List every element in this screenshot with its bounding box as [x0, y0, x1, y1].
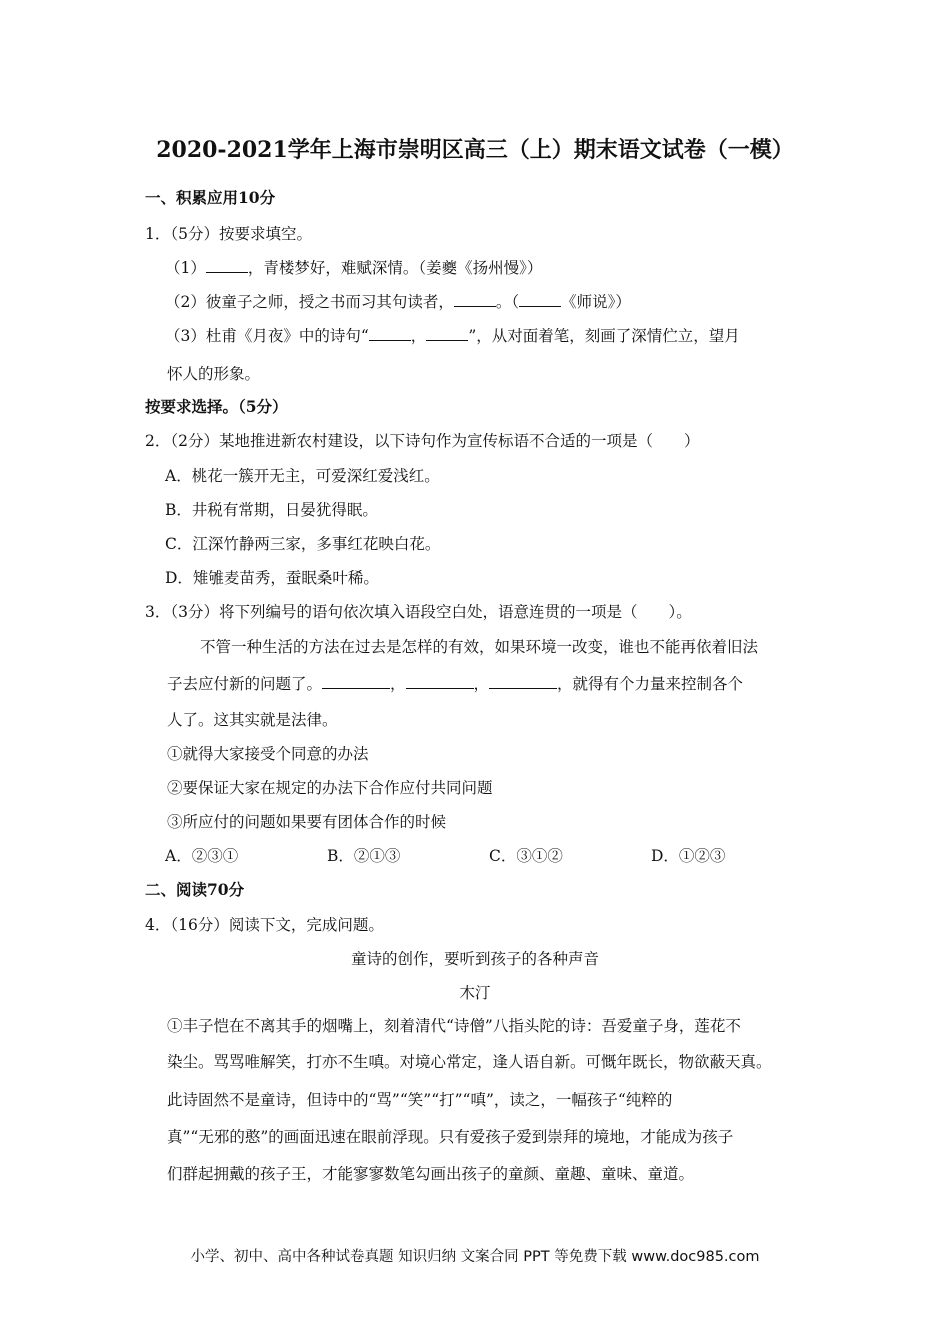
question-stem: 2．（2分）某地推进新农村建设，以下诗句作为宣传标语不合适的一项是（ ）	[145, 432, 700, 450]
blank	[369, 326, 411, 341]
sub-question	[165, 326, 740, 346]
paragraph-line: ①丰子恺在不离其手的烟嘴上，刻着清代“诗僧”八指头陀的诗：吾爱童子身，莲花不	[167, 1017, 741, 1035]
numbered-item: ③所应付的问题如果要有团体合作的时候	[167, 813, 447, 831]
sub-question	[165, 258, 542, 278]
option: D．①②③	[651, 847, 726, 865]
blank	[489, 674, 557, 689]
text: ，青楼梦好，难赋深情。（姜夔《扬州慢》）	[247, 259, 543, 277]
article-author: 木汀	[459, 984, 491, 1002]
option: D．雉雊麦苗秀，蚕眠桑叶稀。	[165, 569, 379, 587]
paragraph-line: 们群起拥戴的孩子王，才能寥寥数笔勾画出孩子的童颜、童趣、童味、童道。	[167, 1165, 695, 1183]
text: 子去应付新的问题了。	[167, 675, 323, 693]
blank	[519, 292, 561, 307]
sub-heading: 按要求选择。（5分）	[145, 397, 288, 416]
text: ，就得有个力量来控制各个	[557, 675, 744, 693]
options-row	[165, 846, 813, 866]
numbered-item: ②要保证大家在规定的办法下合作应付共同问题	[167, 779, 493, 797]
question-stem: 3．（3分）将下列编号的语句依次填入语段空白处，语意连贯的一项是（ ）。	[145, 603, 692, 621]
blank	[322, 674, 390, 689]
text: ”，从对面着笔，刻画了深情伫立，望月	[468, 327, 740, 345]
page-title: 2020-2021学年上海市崇明区高三（上）期末语文试卷（一模）	[156, 137, 794, 163]
text: ，	[410, 327, 427, 345]
paragraph-line: 不管一种生活的方法在过去是怎样的有效，如果环境一改变，谁也不能再依着旧法	[200, 638, 759, 656]
option: B．②①③	[327, 847, 401, 865]
text: ，	[473, 675, 490, 693]
option: C．江深竹静两三家，多事红花映白花。	[165, 535, 441, 553]
text: 。（	[495, 293, 520, 311]
numbered-item: ①就得大家接受个同意的办法	[167, 745, 369, 763]
question-stem: 1．（5分）按要求填空。	[145, 225, 312, 243]
option: C．③①②	[489, 847, 563, 865]
text: 《师说》）	[561, 293, 631, 311]
sub-question-cont: 怀人的形象。	[167, 365, 261, 383]
text: （1）	[165, 259, 206, 277]
text: ，	[390, 675, 406, 693]
paragraph-line	[167, 674, 743, 694]
option: B．井税有常期，日晏犹得眠。	[165, 501, 378, 519]
paragraph-line: 真”“无邪的憨”的画面迅速在眼前浮现。只有爱孩子爱到崇拜的境地，才能成为孩子	[167, 1128, 734, 1146]
footer-text: 小学、初中、高中各种试卷真题 知识归纳 文案合同 PPT 等免费下载 www.doc985.com	[190, 1249, 760, 1265]
blank	[426, 326, 468, 341]
section-heading: 一、积累应用10分	[145, 188, 276, 207]
paragraph-line: 此诗固然不是童诗，但诗中的“骂”“笑”“打”“嗔”，读之，一幅孩子“纯粹的	[167, 1091, 673, 1109]
paragraph-line: 人了。这其实就是法律。	[167, 711, 338, 729]
blank	[406, 674, 474, 689]
question-stem: 4．（16分）阅读下文，完成问题。	[145, 916, 384, 934]
sub-question	[165, 292, 631, 312]
paragraph-line: 染尘。骂骂唯解笑，打亦不生嗔。对境心常定，逢人语自新。可慨年既长，物欲蔽天真。	[167, 1053, 772, 1071]
article-title: 童诗的创作，要听到孩子的各种声音	[350, 950, 599, 968]
blank	[454, 292, 496, 307]
option: A．桃花一簇开无主，可爱深红爱浅红。	[165, 467, 440, 485]
section-heading: 二、阅读70分	[145, 880, 245, 899]
blank	[206, 258, 248, 273]
option: A．②③①	[165, 847, 239, 865]
text: （2）彼童子之师，授之书而习其句读者，	[165, 293, 454, 311]
text: （3）杜甫《月夜》中的诗句“	[165, 327, 369, 345]
